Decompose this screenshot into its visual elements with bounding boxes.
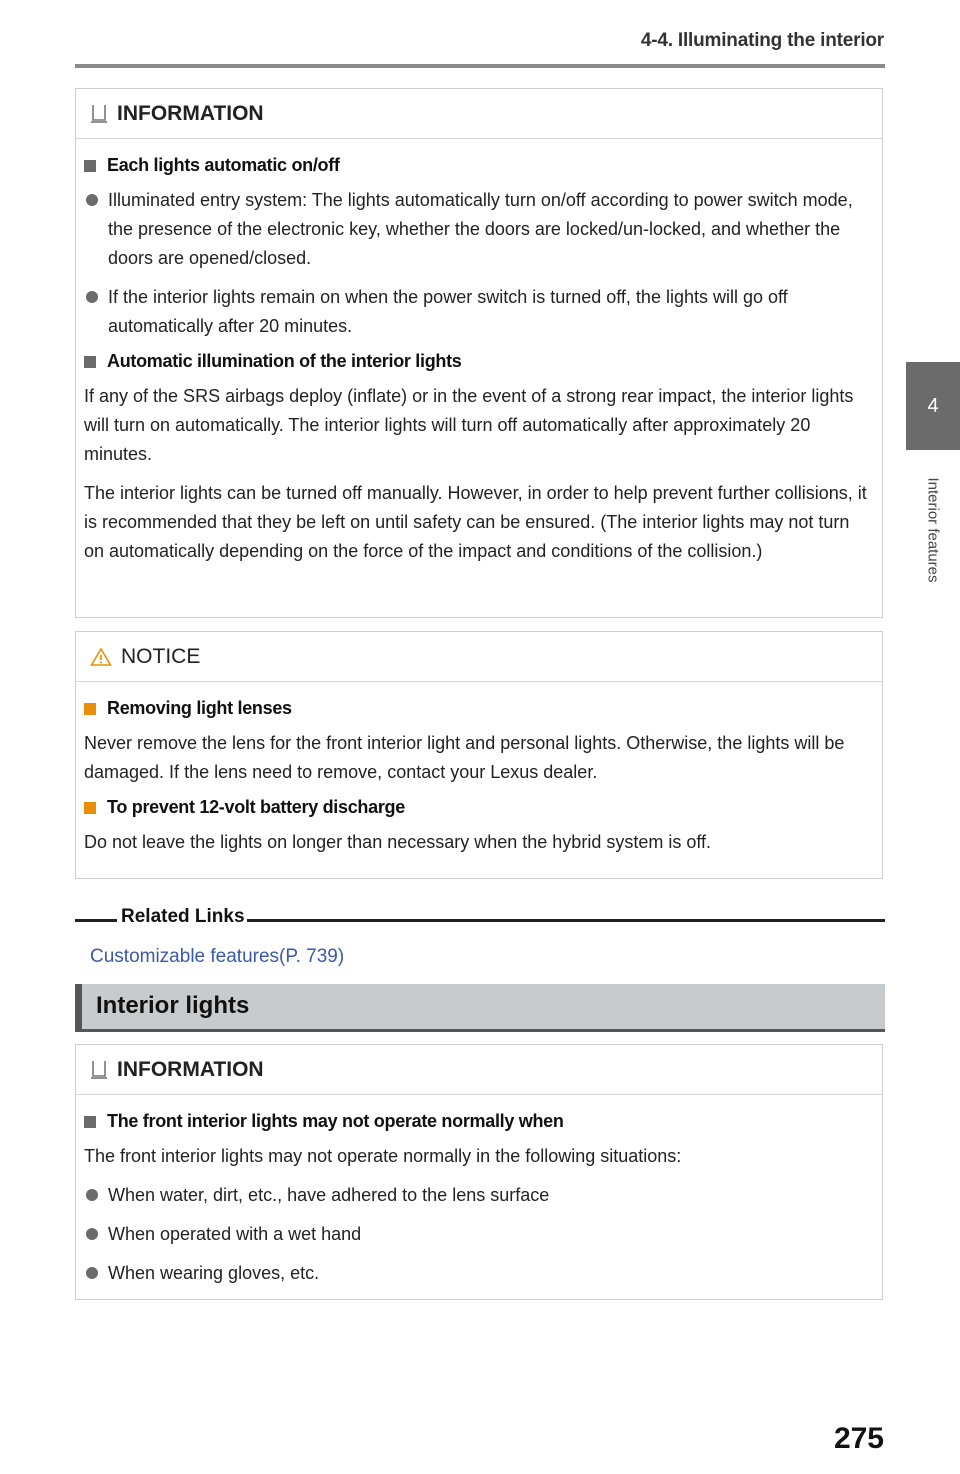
circle-bullet-icon: [86, 1267, 98, 1279]
section-title: Interior lights: [96, 992, 250, 1019]
warning-triangle-icon: [90, 647, 112, 667]
divider: [247, 919, 885, 922]
list-item-text: When wearing gloves, etc.: [108, 1263, 320, 1283]
notice-title: NOTICE: [121, 644, 201, 668]
circle-bullet-icon: [86, 1189, 98, 1201]
paragraph: If any of the SRS airbags deploy (inflate) or in the event of a strong rear impact, the interior lights will turn on automatically. The interior lights will turn off automatically after approximately 20 minutes.: [84, 386, 854, 464]
subheading-text: Automatic illumination of the interior lights: [107, 351, 462, 371]
list-item: [84, 1220, 870, 1249]
square-bullet-icon: [84, 802, 96, 814]
divider: [75, 919, 117, 922]
information-header: [76, 1045, 882, 1095]
information-box: [75, 88, 883, 618]
list-item: [84, 186, 870, 273]
customizable-features-link[interactable]: Customizable features(P. 739): [90, 946, 345, 967]
square-bullet-icon: [84, 1116, 96, 1128]
subheading: [84, 155, 870, 176]
list-item: [84, 1259, 870, 1288]
list-item: [84, 1181, 870, 1210]
paragraph: The interior lights can be turned off manually. However, in order to help prevent further collisions, it is recommended that they be left on until safety can be ensured. (The interior lights may not turn on automatically depending on the force of the impact and conditions of the collision.): [84, 483, 867, 561]
information-title: INFORMATION: [117, 101, 264, 125]
chapter-tab: [906, 362, 960, 450]
square-bullet-icon: [84, 703, 96, 715]
chapter-side-label: Interior features: [924, 477, 942, 583]
list-item-text: When operated with a wet hand: [108, 1224, 362, 1244]
information-icon: [90, 1059, 108, 1081]
circle-bullet-icon: [86, 291, 98, 303]
information-title: INFORMATION: [117, 1057, 264, 1081]
paragraph: Never remove the lens for the front interior light and personal lights. Otherwise, the lights will be damaged. If the lens need to remove, contact your Lexus dealer.: [84, 733, 845, 782]
subheading-text: The front interior lights may not operate normally when: [107, 1111, 564, 1131]
information-header: [76, 89, 882, 139]
list-item-text: Illuminated entry system: The lights automatically turn on/off according to power switch mode, the presence of the electronic key, whether the doors are locked/un-locked, and whether the doors are opened/closed.: [108, 190, 853, 268]
subheading-text: To prevent 12-volt battery discharge: [107, 797, 405, 817]
related-links-title: Related Links: [121, 906, 245, 927]
information-box: [75, 1044, 883, 1300]
circle-bullet-icon: [86, 194, 98, 206]
circle-bullet-icon: [86, 1228, 98, 1240]
paragraph: The front interior lights may not operate normally in the following situations:: [84, 1146, 682, 1166]
subheading: [84, 351, 870, 372]
section-bar: [75, 984, 885, 1032]
header-rule: [75, 64, 885, 68]
subheading: [84, 797, 870, 818]
subheading: [84, 698, 870, 719]
paragraph: Do not leave the lights on longer than necessary when the hybrid system is off.: [84, 832, 712, 852]
subheading: [84, 1111, 870, 1132]
notice-header: [76, 632, 882, 682]
chapter-tab-number: 4: [927, 394, 939, 417]
subheading-text: Removing light lenses: [107, 698, 292, 718]
list-item-text: If the interior lights remain on when the power switch is turned off, the lights will go off automatically after 20 minutes.: [108, 287, 788, 336]
chapter-header: 4-4. Illuminating the interior: [640, 30, 884, 51]
information-icon: [90, 103, 108, 125]
notice-box: [75, 631, 883, 879]
list-item-text: When water, dirt, etc., have adhered to the lens surface: [108, 1185, 550, 1205]
subheading-text: Each lights automatic on/off: [107, 155, 340, 175]
square-bullet-icon: [84, 356, 96, 368]
related-links-heading: [75, 904, 885, 934]
list-item: [84, 283, 870, 341]
page-number: 275: [833, 1422, 884, 1455]
square-bullet-icon: [84, 160, 96, 172]
